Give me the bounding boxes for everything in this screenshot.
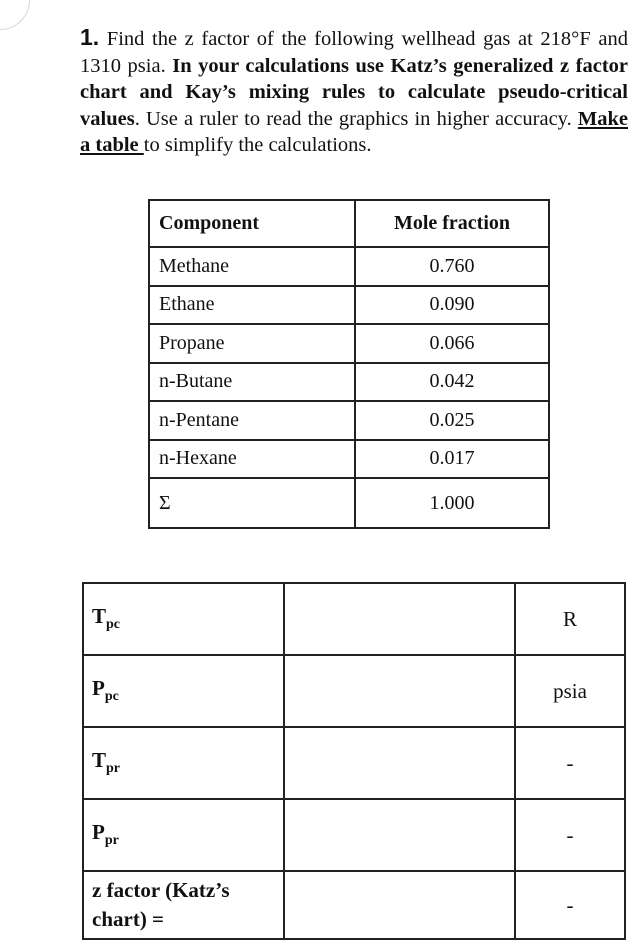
mole-fraction: 0.090 xyxy=(355,286,549,325)
question-text xyxy=(80,24,628,159)
table-row xyxy=(149,401,549,440)
table-row xyxy=(149,247,549,286)
mole-fraction: 0.017 xyxy=(355,440,549,479)
header-component: Component xyxy=(149,200,355,247)
mole-fraction: 0.025 xyxy=(355,401,549,440)
sum-row xyxy=(149,478,549,528)
question-text-part3: to simplify the calculations. xyxy=(143,134,372,156)
mole-fraction: 0.042 xyxy=(355,363,549,402)
result-value-cell[interactable] xyxy=(284,727,515,799)
result-row-tpr xyxy=(83,727,625,799)
result-label: $T_{pr}$ xyxy=(83,727,284,799)
result-label: $P_{pc}$ xyxy=(83,655,284,727)
question-bold-instruction: In your calculations use Katz’s generalized z factor chart and Kay’s mixing rules to calculate pseudo-critical values xyxy=(80,54,628,130)
question-text-part2: . Use a ruler to read the graphics in higher accuracy. xyxy=(134,107,578,130)
mole-fraction: 0.760 xyxy=(355,247,549,286)
question-underlined-instruction: Make a table xyxy=(80,107,628,156)
result-unit: - xyxy=(515,871,625,939)
result-row-tpc xyxy=(83,583,625,655)
sum-symbol: Σ xyxy=(149,478,355,528)
component-name: Ethane xyxy=(149,286,355,325)
component-name: n-Pentane xyxy=(149,401,355,440)
result-value-cell[interactable] xyxy=(284,583,515,655)
sum-value: 1.000 xyxy=(355,478,549,528)
result-row-ppc xyxy=(83,655,625,727)
question-number: 1. xyxy=(80,24,100,50)
mole-fraction: 0.066 xyxy=(355,324,549,363)
result-unit: R xyxy=(515,583,625,655)
composition-header-row xyxy=(149,200,549,247)
question-text-part1: Find the z factor of the following wellhead gas at 218°F and 1310 psia. xyxy=(80,28,628,77)
result-unit: - xyxy=(515,727,625,799)
result-unit: psia xyxy=(515,655,625,727)
composition-table xyxy=(148,199,550,529)
result-row-z-factor xyxy=(83,871,625,939)
corner-arc-decoration xyxy=(0,0,30,30)
result-value-cell[interactable] xyxy=(284,799,515,871)
result-value-cell[interactable] xyxy=(284,871,515,939)
results-table xyxy=(82,582,626,940)
result-label: $T_{pc}$ xyxy=(83,583,284,655)
table-row xyxy=(149,324,549,363)
table-row xyxy=(149,363,549,402)
header-mole-fraction: Mole fraction xyxy=(355,200,549,247)
component-name: n-Butane xyxy=(149,363,355,402)
table-row xyxy=(149,286,549,325)
result-unit: - xyxy=(515,799,625,871)
result-row-ppr xyxy=(83,799,625,871)
result-label: z factor (Katz’s chart) = xyxy=(83,871,284,939)
table-row xyxy=(149,440,549,479)
result-label: $P_{pr}$ xyxy=(83,799,284,871)
result-value-cell[interactable] xyxy=(284,655,515,727)
component-name: n-Hexane xyxy=(149,440,355,479)
component-name: Propane xyxy=(149,324,355,363)
component-name: Methane xyxy=(149,247,355,286)
